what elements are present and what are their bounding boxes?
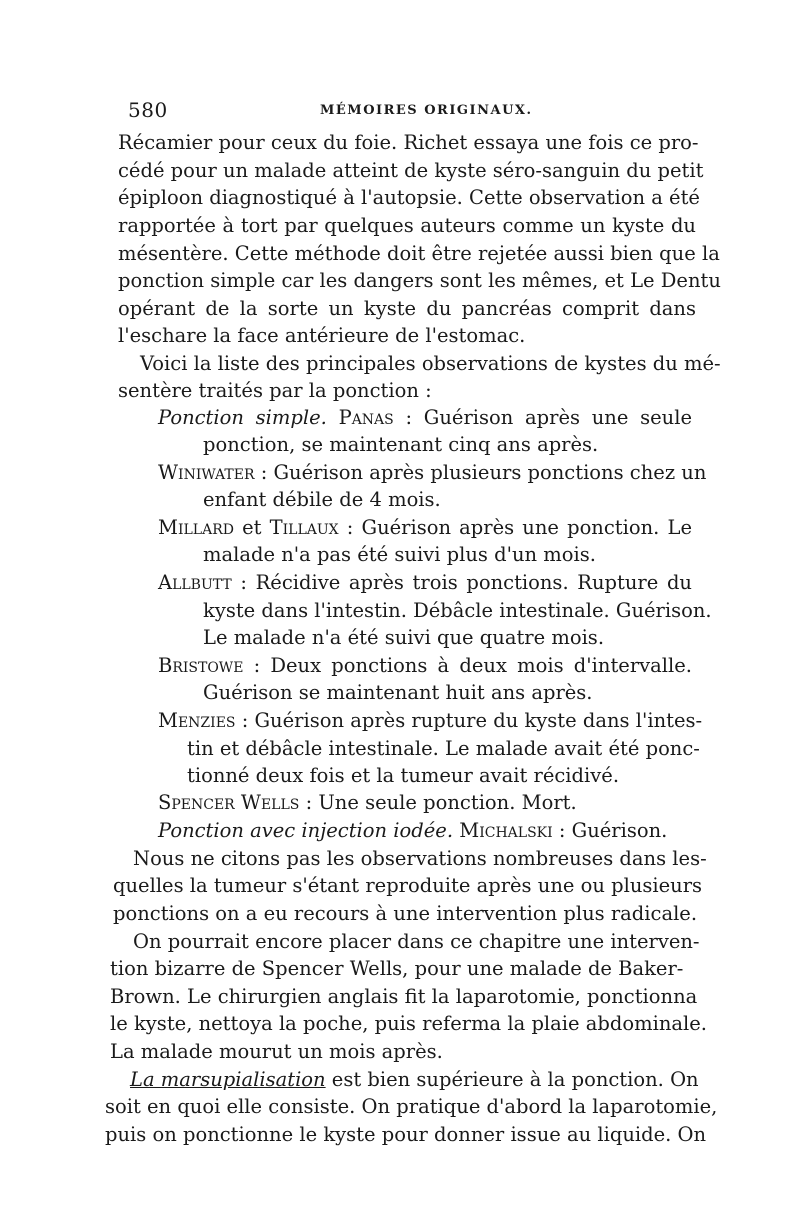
entry-continuation: Guérison se maintenant huit ans après. (203, 681, 593, 704)
text-line: soit en quoi elle consiste. On pratique d'abord la laparotomie, (105, 1095, 718, 1118)
entry-text: : Guérison après une seule (393, 406, 693, 429)
text-line: rapportée à tort par quelques auteurs comme un kyste du (118, 214, 696, 237)
page-number: 580 (128, 98, 168, 122)
text-line: Nous ne citons pas les observations nombreuses dans les- (133, 847, 707, 870)
entry-text: : Guérison après plusieurs ponctions chez un (254, 461, 707, 484)
entry-text: : Guérison. (552, 819, 668, 842)
text-line: épiploon diagnostiqué à l'autopsie. Cette observation a été (118, 186, 700, 209)
entry-continuation: enfant débile de 4 mois. (203, 488, 441, 511)
entry-text: : Guérison après rupture du kyste dans l'intes- (235, 709, 703, 732)
author-name: Millard (158, 516, 234, 539)
text-line: ponction simple car les dangers sont les mêmes, et Le Dentu (118, 269, 721, 292)
entry-text: et (233, 516, 270, 539)
text-line: mésentère. Cette méthode doit être rejetée aussi bien que la (118, 242, 720, 265)
entry-michalski (158, 817, 692, 845)
text-line: l'eschare la face antérieure de l'estomac. (118, 324, 526, 347)
text-line: On pourrait encore placer dans ce chapitre une interven- (133, 930, 700, 953)
author-name: Panas (338, 406, 394, 429)
text-line: ponctions on a eu recours à une intervention plus radicale. (113, 902, 698, 925)
entry-continuation: kyste dans l'intestin. Débâcle intestinale. Guérison. (203, 599, 712, 622)
running-title: MÉMOIRES ORIGINAUX. (320, 103, 533, 118)
text-line: Récamier pour ceux du foie. Richet essaya une fois ce pro- (118, 131, 699, 154)
entry-text: : Guérison après une ponction. Le (338, 516, 692, 539)
entry-allbutt (158, 569, 692, 597)
entry-text: : Deux ponctions à deux mois d'intervalle. (243, 654, 692, 677)
text-span: est bien supérieure à la ponction. On (325, 1068, 699, 1091)
entry-millard-tillaux (158, 514, 692, 542)
entry-continuation: tionné deux fois et la tumeur avait récidivé. (187, 764, 620, 787)
entry-continuation: Le malade n'a été suivi que quatre mois. (203, 626, 605, 649)
text-line: sentère traités par la ponction : (118, 379, 432, 402)
author-name: Winiwater (158, 461, 255, 484)
text-line: Brown. Le chirurgien anglais fit la laparotomie, ponctionna (110, 985, 698, 1008)
term-italic: La marsupialisation (130, 1068, 326, 1091)
entry-label: Ponction simple. (158, 406, 327, 429)
author-name: Menzies (158, 709, 236, 732)
entry-text: : Récidive après trois ponctions. Rupture du (231, 571, 692, 594)
text-line: Voici la liste des principales observations de kystes du mé- (140, 352, 721, 375)
entry-panas (158, 404, 692, 432)
entry-bristowe (158, 652, 692, 680)
text-line: le kyste, nettoya la poche, puis referma la plaie abdominale. (110, 1012, 707, 1035)
author-name: Michalski (459, 819, 553, 842)
author-name: Spencer Wells (158, 791, 300, 814)
author-name: Allbutt (158, 571, 232, 594)
text-line: puis on ponctionne le kyste pour donner issue au liquide. On (105, 1123, 707, 1146)
entry-continuation: ponction, se maintenant cinq ans après. (203, 433, 599, 456)
text-line: La malade mourut un mois après. (110, 1040, 443, 1063)
text-line-marsupialisation (130, 1066, 699, 1094)
text-line: tion bizarre de Spencer Wells, pour une malade de Baker- (110, 957, 684, 980)
page-header (128, 98, 688, 124)
text-line: quelles la tumeur s'étant reproduite après une ou plusieurs (113, 874, 703, 897)
text-line: cédé pour un malade atteint de kyste séro-sanguin du petit (118, 159, 704, 182)
entry-text: : Une seule ponction. Mort. (299, 791, 577, 814)
text-line: opérant de la sorte un kyste du pancréas comprit dans (118, 297, 696, 320)
entry-continuation: malade n'a pas été suivi plus d'un mois. (203, 543, 596, 566)
entry-menzies (158, 707, 703, 735)
author-name: Bristowe (158, 654, 244, 677)
entry-label: Ponction avec injection iodée. (158, 819, 454, 842)
author-name: Tillaux (269, 516, 339, 539)
entry-winiwater (158, 459, 707, 487)
entry-spencer-wells (158, 789, 692, 817)
entry-continuation: tin et débâcle intestinale. Le malade avait été ponc- (187, 737, 700, 760)
